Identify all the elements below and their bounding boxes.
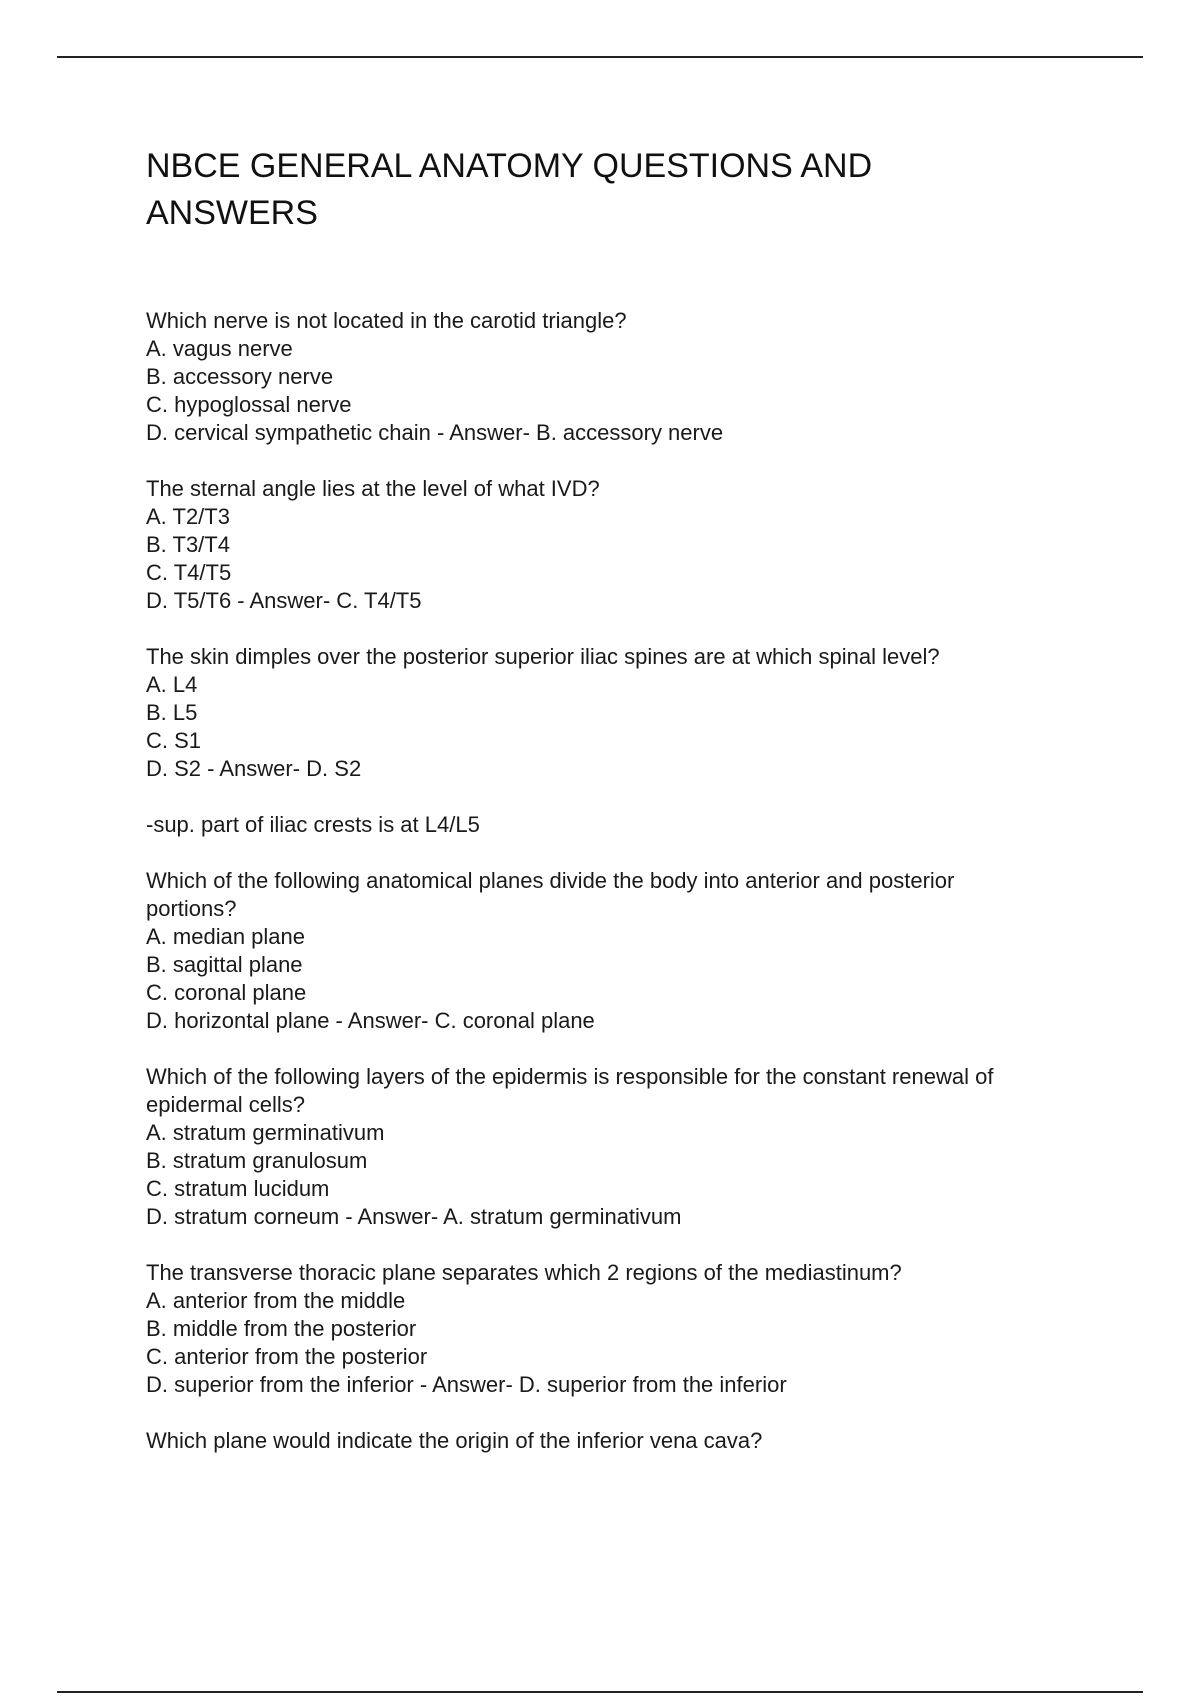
answer-option-with-answer: D. T5/T6 - Answer- C. T4/T5 (146, 588, 422, 613)
answer-option: A. anterior from the middle (146, 1288, 406, 1313)
answer-option: C. coronal plane (146, 980, 307, 1005)
answer-option: C. stratum lucidum (146, 1176, 330, 1201)
answer-option: A. L4 (146, 672, 198, 697)
answer-option: C. S1 (146, 728, 202, 753)
answer-option: C. T4/T5 (146, 560, 232, 585)
answer-option-with-answer: D. superior from the inferior - Answer- D. superior from the inferior (146, 1372, 787, 1397)
answer-option: A. stratum germinativum (146, 1120, 385, 1145)
question-block (146, 475, 1106, 615)
answer-option: B. T3/T4 (146, 532, 230, 557)
question-stem: The sternal angle lies at the level of what IVD? (146, 476, 600, 501)
answer-option: C. hypoglossal nerve (146, 392, 352, 417)
answer-option: B. accessory nerve (146, 364, 334, 389)
answer-option: C. anterior from the posterior (146, 1344, 428, 1369)
question-stem: Which of the following layers of the epidermis is responsible for the constant renewal of (146, 1064, 994, 1089)
document-body (146, 307, 1106, 1483)
top-rule (57, 56, 1143, 58)
question-stem: The transverse thoracic plane separates which 2 regions of the mediastinum? (146, 1260, 902, 1285)
document-title: NBCE GENERAL ANATOMY QUESTIONS AND ANSWERS (146, 147, 873, 232)
question-stem: The skin dimples over the posterior superior iliac spines are at which spinal level? (146, 644, 940, 669)
answer-option-with-answer: D. cervical sympathetic chain - Answer- B. accessory nerve (146, 420, 724, 445)
answer-option: A. T2/T3 (146, 504, 230, 529)
question-stem-continued: epidermal cells? (146, 1092, 305, 1117)
question-stem: Which plane would indicate the origin of the inferior vena cava? (146, 1428, 763, 1453)
answer-option: B. stratum granulosum (146, 1148, 368, 1173)
answer-option: B. middle from the posterior (146, 1316, 417, 1341)
question-stem: Which nerve is not located in the carotid triangle? (146, 308, 627, 333)
answer-option-with-answer: D. stratum corneum - Answer- A. stratum germinativum (146, 1204, 682, 1229)
question-block (146, 307, 1106, 447)
question-block (146, 1063, 1106, 1231)
question-stem-continued: portions? (146, 896, 237, 921)
answer-option: A. vagus nerve (146, 336, 293, 361)
question-block (146, 643, 1106, 783)
answer-option-with-answer: D. S2 - Answer- D. S2 (146, 756, 362, 781)
answer-option: A. median plane (146, 924, 305, 949)
answer-note: -sup. part of iliac crests is at L4/L5 (146, 812, 480, 837)
question-block (146, 867, 1106, 1035)
note-block (146, 811, 1106, 839)
question-stem: Which of the following anatomical planes divide the body into anterior and posterior (146, 868, 955, 893)
answer-option: B. L5 (146, 700, 198, 725)
answer-option: B. sagittal plane (146, 952, 303, 977)
question-block (146, 1259, 1106, 1399)
question-block (146, 1427, 1106, 1455)
answer-option-with-answer: D. horizontal plane - Answer- C. coronal plane (146, 1008, 595, 1033)
bottom-rule (57, 1691, 1143, 1693)
